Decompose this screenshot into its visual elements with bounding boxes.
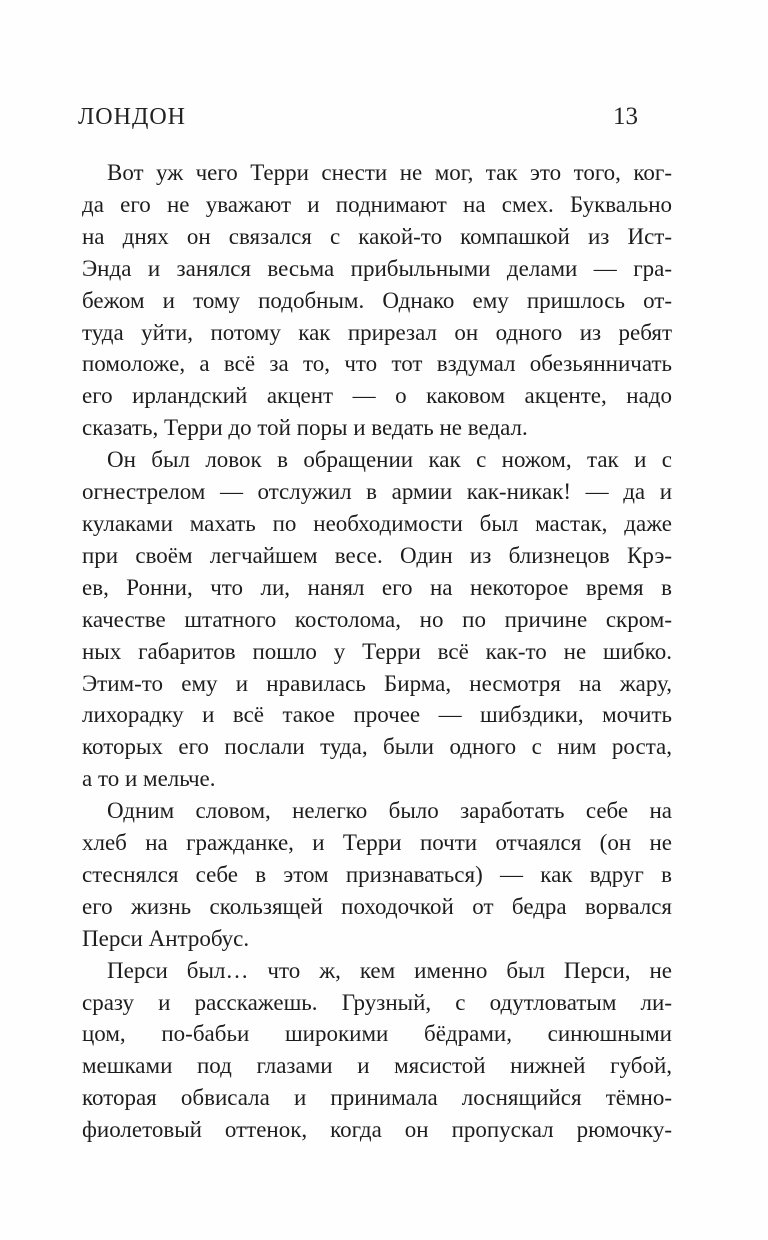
text-line: сказать, Терри до той поры и ведать не ведал. — [82, 415, 528, 441]
text-line: а то и мельче. — [82, 766, 216, 792]
text-line: его жизнь скользящей походочкой от бедра ворвался — [82, 893, 672, 919]
chapter-title: ЛОНДОН — [78, 104, 186, 130]
text-line: туда уйти, потому как прирезал он одного из ребят — [82, 319, 672, 345]
text-line: ев, Ронни, что ли, нанял его на некоторое время в — [82, 574, 672, 600]
text-line: Перси Антробус. — [82, 925, 250, 951]
text-line: помоложе, а всё за то, что тот вздумал обезьянничать — [82, 351, 672, 377]
text-line: которая обвисала и принимала лоснящийся тёмно- — [82, 1085, 672, 1111]
text-line: сразу и расскажешь. Грузный, с одутловатым ли- — [82, 989, 672, 1015]
text-line: да его не уважают и поднимают на смех. Буквально — [82, 191, 672, 217]
text-line: Энда и занялся весьма прибыльными делами — гра- — [82, 255, 672, 281]
page-number: 13 — [613, 103, 638, 130]
text-block — [82, 157, 672, 1146]
text-line: Вот уж чего Терри снести не мог, так это того, ког- — [107, 160, 672, 185]
text-line: цом, по-бабьи широкими бёдрами, синюшными — [82, 1021, 672, 1047]
text-line: бежом и тому подобным. Однако ему пришлось от- — [82, 287, 672, 313]
text-line: фиолетовый оттенок, когда он пропускал рюмочку- — [82, 1117, 672, 1143]
text-line: Одним словом, нелегко было заработать себе на — [107, 798, 672, 824]
text-line: кулаками махать по необходимости был мастак, даже — [82, 510, 672, 536]
text-line: его ирландский акцент — о каковом акценте, надо — [82, 383, 672, 409]
running-header — [78, 103, 638, 131]
text-line: ных габаритов пошло у Терри всё как-то не шибко. — [82, 638, 672, 664]
text-line: на днях он связался с какой-то компашкой из Ист- — [82, 223, 672, 249]
text-line: огнестрелом — отслужил в армии как-никак! — да и — [82, 479, 672, 505]
text-line: которых его послали туда, были одного с ним роста, — [82, 734, 672, 760]
text-line: Перси был… что ж, кем именно был Перси, не — [107, 957, 672, 983]
text-line: мешками под глазами и мясистой нижней губой, — [82, 1053, 672, 1079]
text-line: Он был ловок в обращении как с ножом, так и с — [107, 447, 672, 473]
text-line: при своём легчайшем весе. Один из близнецов Крэ- — [82, 542, 672, 568]
text-line: Этим-то ему и нравилась Бирма, несмотря на жару, — [82, 670, 672, 696]
text-line: качестве штатного костолома, но по причине скром- — [82, 606, 672, 632]
text-line: хлеб на гражданке, и Терри почти отчаялся (он не — [82, 830, 672, 856]
text-line: стеснялся себе в этом признаваться) — как вдруг в — [82, 861, 672, 887]
text-line: лихорадку и всё такое прочее — шибздики, мочить — [82, 702, 672, 728]
